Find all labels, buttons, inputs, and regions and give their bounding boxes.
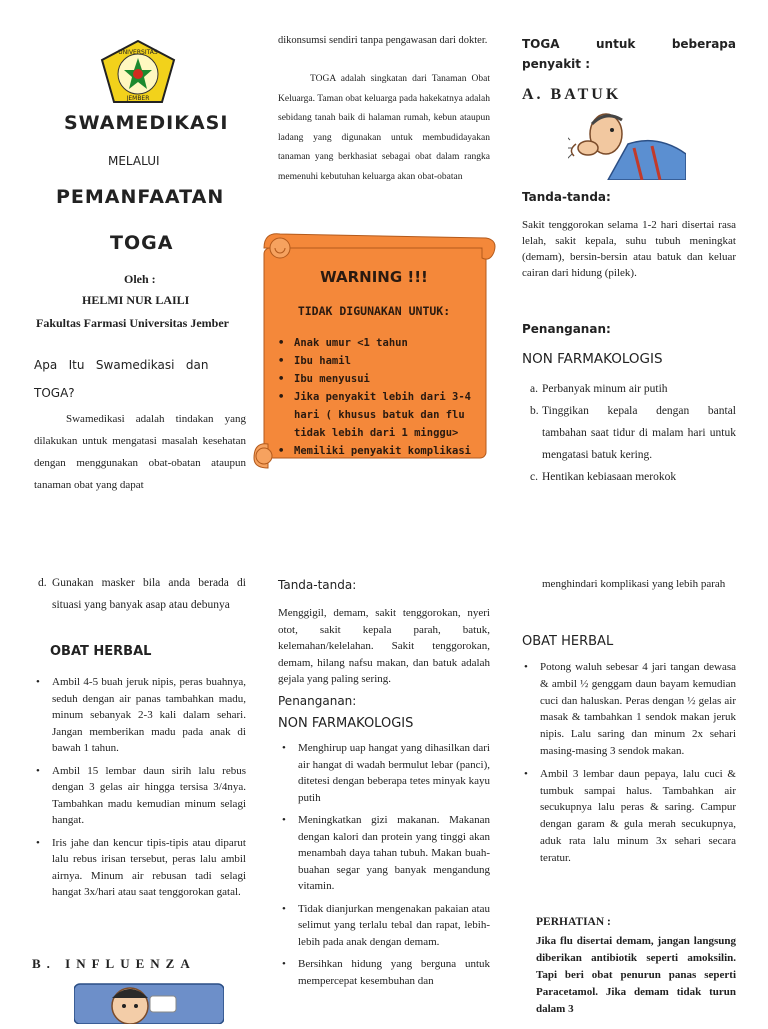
title-pemanfaatan: PEMANFAATAN <box>56 186 225 208</box>
batuk-tanda-label: Tanda-tanda: <box>522 190 611 204</box>
toga-definition: TOGA adalah singkatan dari Tanaman Obat Keluarga. Taman obat keluarga pada hakekatnya adalah sebidang tanah baik di halaman rumah, kebun ataupun ladang yang digunakan untuk membudidayakan tanaman yang berkhasiat sebagai obat dalam rangka memenuhi kebutuhan keluarga akan obat-obatan <box>278 74 490 182</box>
batuk-herbal-list <box>32 674 246 901</box>
batuk-step-d <box>32 572 246 616</box>
herbal-item: • Ambil 4-5 buah jeruk nipis, peras buahnya, seduh dengan air panas tambahkan madu, minum sebanyak 2-3 kali dalam sehari. Jangan memberikan madu pada anak di bawah 1 tahun. <box>32 674 246 757</box>
warning-item: • Ibu hamil <box>274 352 480 370</box>
logo-text-bottom: JEMBER <box>126 95 150 102</box>
title-toga: TOGA <box>110 232 174 254</box>
author-name: HELMI NUR LAILI <box>82 293 190 307</box>
sick-boy-illustration <box>74 976 224 1024</box>
flu-penanganan-label: Penanganan: <box>278 694 357 708</box>
step-text: Tinggikan kepala dengan bantal tambahan saat tidur di malam hari untuk mengatasi batuk kering. <box>542 405 736 461</box>
section-influenza-heading: B. INFLUENZA <box>32 956 196 971</box>
batuk-steps <box>522 378 736 488</box>
batuk-penanganan-label: Penanganan: <box>522 322 611 336</box>
warning-item: • Ibu menyusui <box>274 370 480 388</box>
nonfarm-item: • Meningkatkan gizi makanan. Makanan dengan kalori dan protein yang tinggi akan menambah daya tahan tubuh. Makan buah-buahan segar yang banyak mengandung vitamin. <box>278 812 490 895</box>
perhatian-text: Jika flu disertai demam, jangan langsung diberikan antibiotik seperti amoksilin. Tapi beri obat penurun panas seperti Paracetamol. Jika demam tidak turun dalam 3 <box>536 935 736 1015</box>
warning-list <box>274 334 480 460</box>
flu-nonfarm-list <box>278 740 490 989</box>
batuk-herbal-heading: OBAT HERBAL <box>50 644 152 659</box>
logo-text-top: UNIVERSITAS <box>118 49 158 56</box>
intro-paragraph: Swamedikasi adalah tindakan yang dilakukan untuk mengatasi masalah kesehatan dengan menggunakan obat-obatan ataupun tanaman obat yang dapat <box>34 413 246 491</box>
warning-item: • Jika penyakit lebih dari 3-4 hari ( khusus batuk dan flu tidak lebih dari 1 minggu> <box>274 388 480 442</box>
warning-scroll <box>250 232 498 472</box>
herbal-item: • Iris jahe dan kencur tipis-tipis atau diparut lalu rebus irisan tersebut, peras lalu ambil airnya. Minum air rebusan tadi selagi hangat 3x/hari atau saat tenggorokan gatal. <box>32 835 246 901</box>
flu-herbal-heading: OBAT HERBAL <box>522 634 614 649</box>
flu-nonfarm-label: NON FARMAKOLOGIS <box>278 716 414 731</box>
batuk-step <box>522 378 736 400</box>
herbal-item: • Ambil 15 lembar daun sirih lalu rebus dengan 3 gelas air hingga tersisa 3/4nya. Tambahkan madu kemudian minum selagi hangat. <box>32 763 246 829</box>
nonfarm-item: • Tidak dianjurkan mengenakan pakaian atau selimut yang terlalu tebal dan rapat, lebih-lebih pada anak dengan demam. <box>278 901 490 951</box>
nonfarm-item: • Menghirup uap hangat yang dihasilkan dari air hangat di wadah bermulut lebar (panci), ditetesi dengan beberapa tetes minyak kayu putih <box>278 740 490 806</box>
title-melalui: MELALUI <box>108 154 160 168</box>
question-heading-line1: Apa Itu Swamedikasi dan <box>34 358 209 372</box>
herbal-item: • Potong waluh sebesar 4 jari tangan dewasa & ambil ½ genggam daun bayam kemudian cuci dan haluskan. Peras dengan ½ gelas air masak & tambahkan 1 sendok makan jeruk nipis. Lalu saring dan minum 2x sehari masing-masing 3 sendok makan. <box>520 659 736 760</box>
coughing-man-illustration <box>568 104 686 180</box>
step-letter: b. <box>530 405 539 417</box>
batuk-step <box>522 466 736 488</box>
warning-title: WARNING !!! <box>320 268 428 286</box>
perhatian-label: PERHATIAN : <box>536 916 611 928</box>
nonfarm-item: • Bersihkan hidung yang berguna untuk mempercepat kesembuhan dan <box>278 956 490 989</box>
question-heading-line2: TOGA? <box>34 386 75 400</box>
flu-tanda-text: Menggigil, demam, sakit tenggorokan, nyeri otot, sakit kepala parah, batuk, kelemahan/kelelahan. Sakit tenggorokan, demam, hilang nafsu makan, dan batuk adalah gejala yang paling sering. <box>278 607 490 685</box>
flu-herbal-list <box>520 659 736 867</box>
warning-item: • Memiliki penyakit komplikasi <box>274 442 480 460</box>
university-logo <box>100 40 176 104</box>
herbal-item: • Ambil 3 lembar daun pepaya, lalu cuci & tumbuk sampai halus. Tambahkan air secukupnya lalu peras & saring. Campur dengan garam & gula merah secukupnya, aduk rata lalu minum 3x sehari secara teratur. <box>520 766 736 867</box>
batuk-tanda-text: Sakit tenggorokan selama 1-2 hari disertai rasa lelah, sakit kepala, suhu tubuh meningkat (demam), bersin-bersin atau batuk dan keluar cairan dari hidung (pilek). <box>522 219 736 279</box>
intro-continued: dikonsumsi sendiri tanpa pengawasan dari dokter. <box>278 35 488 46</box>
step-text: Hentikan kebiasaan merokok <box>542 471 677 483</box>
step-letter: c. <box>530 471 538 483</box>
step-text: Gunakan masker bila anda berada di situasi yang banyak asap atau debunya <box>52 577 246 611</box>
faculty-name: Fakultas Farmasi Universitas Jember <box>36 316 229 330</box>
step-letter: d. <box>38 577 47 589</box>
batuk-step <box>522 400 736 466</box>
section-batuk-heading: A. BATUK <box>522 86 622 103</box>
batuk-nonfarm-label: NON FARMAKOLOGIS <box>522 351 663 367</box>
title-swamedikasi: SWAMEDIKASI <box>64 112 229 134</box>
warning-subtitle: TIDAK DIGUNAKAN UNTUK: <box>297 304 451 318</box>
flu-tanda-label: Tanda-tanda: <box>278 578 357 592</box>
step-letter: a. <box>530 383 538 395</box>
diseases-heading: TOGA untuk beberapa penyakit : <box>522 37 741 71</box>
byline-oleh: Oleh : <box>124 272 156 286</box>
warning-item: • Anak umur <1 tahun <box>274 334 480 352</box>
step-text: Perbanyak minum air putih <box>542 383 668 395</box>
flu-cont-text: menghindari komplikasi yang lebih parah <box>542 578 726 590</box>
